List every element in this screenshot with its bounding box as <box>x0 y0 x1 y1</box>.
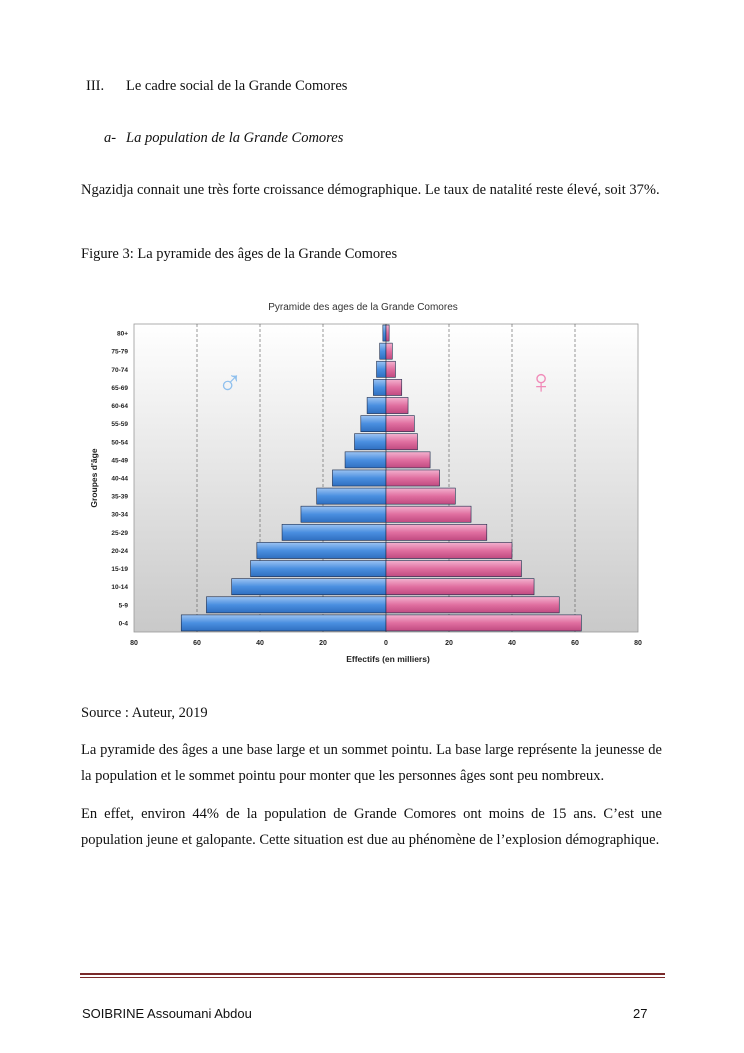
y-tick-label: 80+ <box>116 330 128 338</box>
female-bar-35-39 <box>386 488 455 504</box>
female-bar-75-79 <box>386 343 392 359</box>
analysis-paragraph-2: En effet, environ 44% de la population de Grande Comores ont moins de 15 ans. C’est une population jeune et galopante. Cette situation est due au phénomène de l’explosion démographique. <box>81 806 662 848</box>
y-tick-label: 25-29 <box>111 529 128 537</box>
male-bar-40-44 <box>332 470 386 486</box>
female-symbol-icon: ♀ <box>528 363 554 401</box>
female-bar-25-29 <box>386 524 487 540</box>
y-tick-label: 70-74 <box>111 366 128 374</box>
x-tick-label: 20 <box>319 640 327 647</box>
section-number: III. <box>86 78 105 94</box>
male-bar-15-19 <box>251 561 386 577</box>
figure-caption: Figure 3: La pyramide des âges de la Grande Comores <box>81 246 398 262</box>
y-tick-label: 45-49 <box>111 457 128 465</box>
y-tick-label: 20-24 <box>111 547 128 555</box>
female-bar-5-9 <box>386 597 559 613</box>
male-bar-25-29 <box>282 524 386 540</box>
female-bar-10-14 <box>386 579 534 595</box>
y-tick-label: 55-59 <box>111 421 128 429</box>
page-number: 27 <box>633 1006 648 1021</box>
male-bar-50-54 <box>355 434 387 450</box>
female-bar-70-74 <box>386 361 395 377</box>
y-tick-label: 35-39 <box>111 493 128 501</box>
y-axis-label: Groupes d'âge <box>89 448 99 508</box>
y-tick-label: 30-34 <box>111 511 128 519</box>
y-tick-label: 50-54 <box>111 439 128 447</box>
x-tick-label: 80 <box>130 640 138 647</box>
y-tick-label: 10-14 <box>111 584 128 592</box>
male-bar-10-14 <box>232 579 386 595</box>
y-tick-label: 5-9 <box>118 602 128 610</box>
female-bar-15-19 <box>386 561 521 577</box>
male-bar-75-79 <box>380 343 386 359</box>
male-bar-20-24 <box>257 542 386 558</box>
subsection-title: La population de la Grande Comores <box>126 130 344 146</box>
y-tick-label: 15-19 <box>111 566 128 574</box>
x-tick-label: 80 <box>634 640 642 647</box>
male-bar-35-39 <box>317 488 386 504</box>
footer-divider-thin <box>80 977 665 978</box>
female-bar-0-4 <box>386 615 581 631</box>
x-axis-label: Effectifs (en milliers) <box>346 654 430 664</box>
female-bar-45-49 <box>386 452 430 468</box>
footer-author: SOIBRINE Assoumani Abdou <box>82 1006 252 1021</box>
female-bar-65-69 <box>386 379 402 395</box>
female-bar-60-64 <box>386 397 408 413</box>
male-bar-70-74 <box>377 361 386 377</box>
section-title: Le cadre social de la Grande Comores <box>126 78 348 94</box>
x-tick-label: 40 <box>508 640 516 647</box>
analysis-paragraph-1: La pyramide des âges a une base large et un sommet pointu. La base large représente la jeunesse de la population et le sommet pointu pour monter que les personnes âges sont peu nombreux. <box>81 742 662 784</box>
x-tick-label: 40 <box>256 640 264 647</box>
population-pyramid-chart <box>85 292 650 672</box>
y-tick-label: 0-4 <box>118 620 128 628</box>
x-tick-label: 60 <box>193 640 201 647</box>
female-bar-20-24 <box>386 542 512 558</box>
x-tick-label: 0 <box>384 640 388 647</box>
male-bar-65-69 <box>373 379 386 395</box>
female-bar-80+ <box>386 325 389 341</box>
female-bar-55-59 <box>386 416 414 432</box>
y-tick-label: 40-44 <box>111 475 128 483</box>
y-tick-label: 75-79 <box>111 348 128 356</box>
x-tick-label: 20 <box>445 640 453 647</box>
chart-title: Pyramide des ages de la Grande Comores <box>268 302 458 313</box>
male-bar-45-49 <box>345 452 386 468</box>
male-bar-55-59 <box>361 416 386 432</box>
female-bar-40-44 <box>386 470 440 486</box>
y-tick-label: 60-64 <box>111 403 128 411</box>
female-bar-30-34 <box>386 506 471 522</box>
x-tick-label: 60 <box>571 640 579 647</box>
y-tick-label: 65-69 <box>111 384 128 392</box>
male-bar-60-64 <box>367 397 386 413</box>
subsection-letter: a- <box>104 130 117 146</box>
female-bar-50-54 <box>386 434 418 450</box>
male-symbol-icon: ♂ <box>217 363 243 401</box>
figure-source: Source : Auteur, 2019 <box>81 705 208 721</box>
intro-paragraph: Ngazidja connait une très forte croissance démographique. Le taux de natalité reste élevé, soit 37%. <box>81 182 660 198</box>
male-bar-0-4 <box>181 615 386 631</box>
male-bar-5-9 <box>206 597 386 613</box>
male-bar-80+ <box>383 325 386 341</box>
footer-divider <box>80 973 665 975</box>
male-bar-30-34 <box>301 506 386 522</box>
